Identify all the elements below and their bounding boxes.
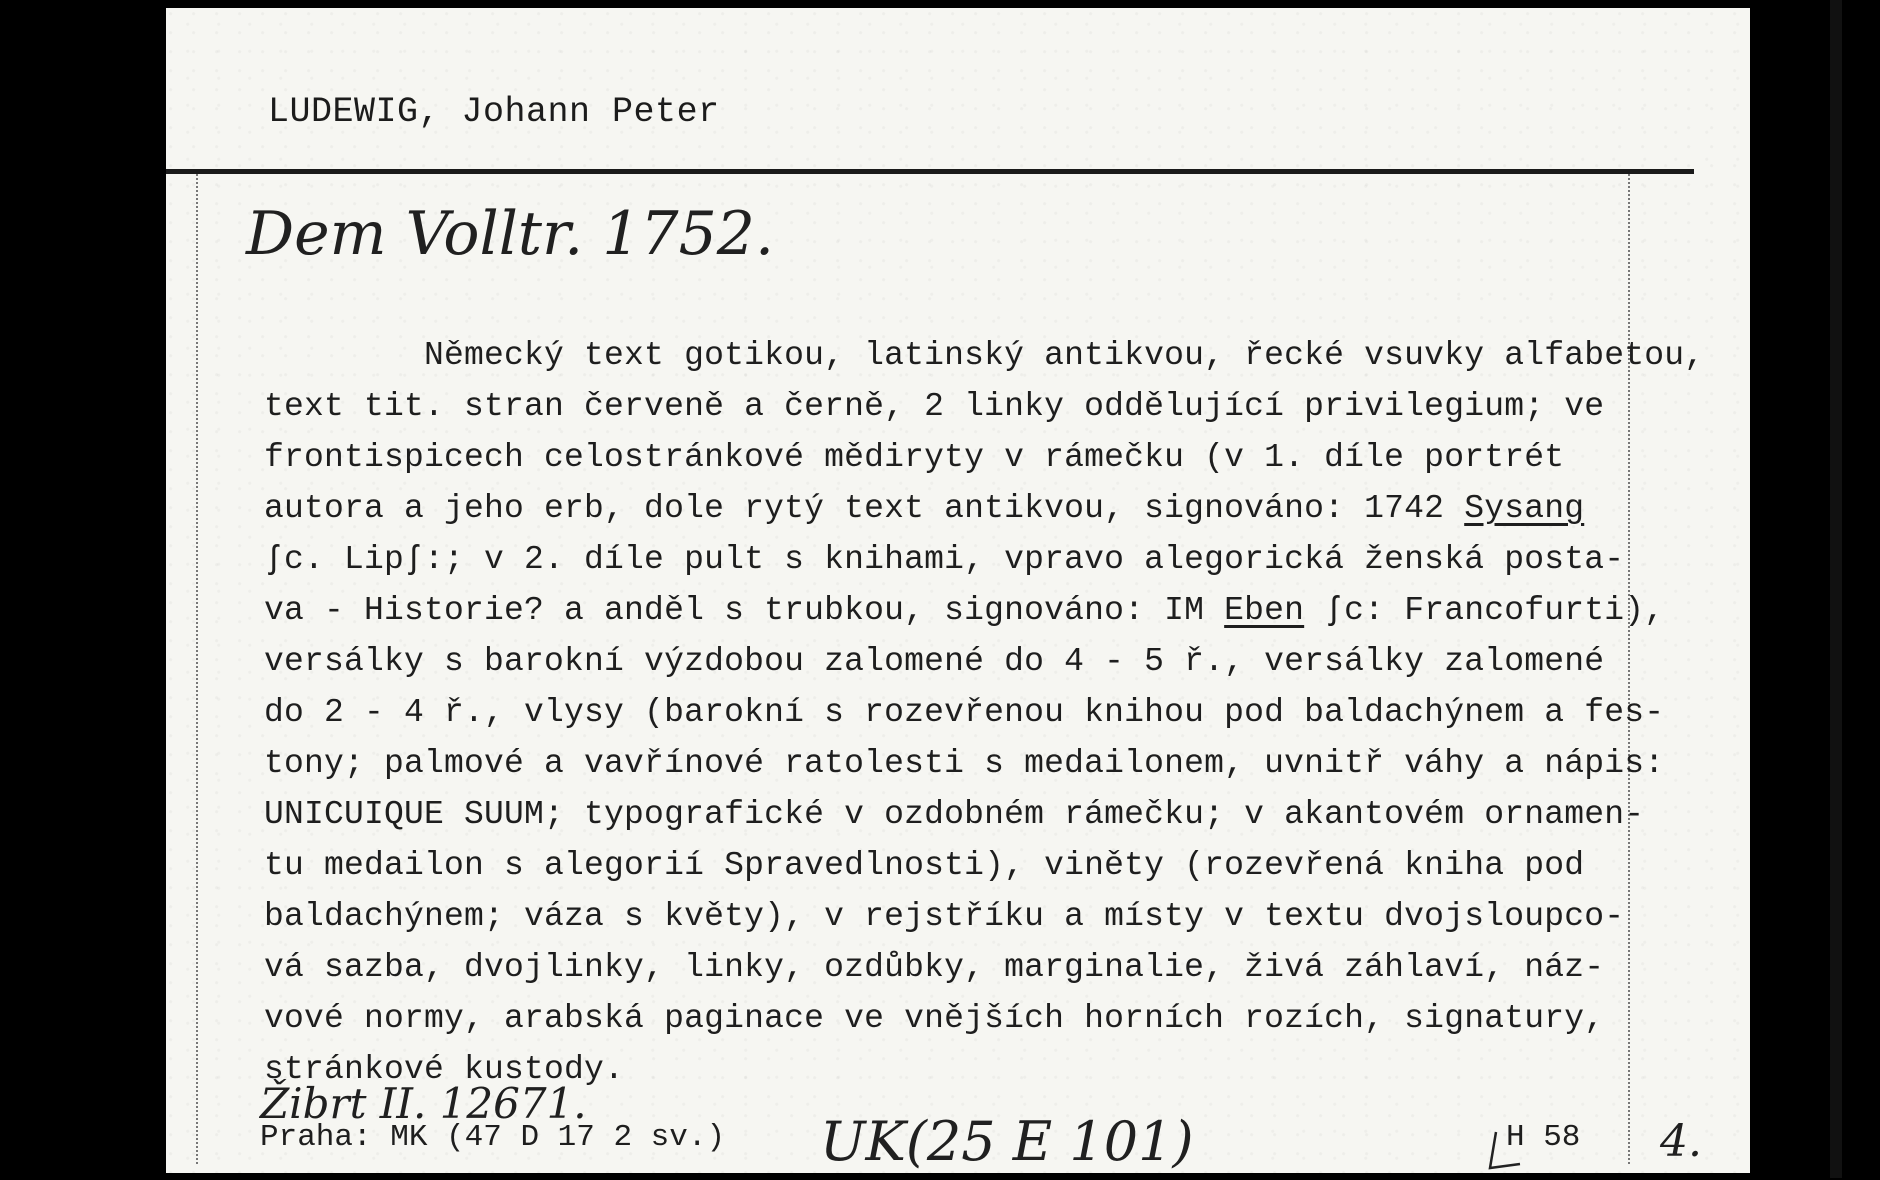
description-line-6 [264,585,1684,636]
catalog-card [166,8,1750,1173]
description-line-10: UNICUIQUE SUUM; typografické v ozdobném rámečku; v akantovém ornamen- [264,796,1645,833]
description-line-2: text tit. stran červeně a černě, 2 linky oddělující privilegium; ve [264,388,1605,425]
handwritten-title-text: Dem Volltr. 1752. [246,199,775,269]
description-line-6-text: va - Historie? a anděl s trubkou, signováno: IM [264,592,1225,629]
description-line-1: Německý text gotikou, latinský antikvou, řecké vsuvky alfabetou, [264,337,1705,374]
description-line-3: frontispicech celostránkové mědiryty v rámečku (v 1. díle portrét [264,439,1565,476]
description-line-6-tail: ʃc: Francofurti), [1304,592,1665,629]
description-text [264,330,1705,1095]
handwritten-uk-shelfmark [816,1100,1286,1180]
handwritten-count-text: 4. [1660,1116,1702,1167]
author-heading: LUDEWIG, Johann Peter [268,92,720,132]
scan-edge-bar [1830,0,1842,1178]
description-line-7: versálky s barokní výzdobou zalomené do 4 - 5 ř., versálky zalomené [264,643,1605,680]
handwritten-reference-text: Žibrt II. 12671. [260,1079,587,1128]
left-margin-rule [196,174,198,1164]
handwritten-uk-text: UK(25 E 101) [820,1110,1194,1173]
description-line-13: vá sazba, dvojlinky, linky, ozdůbky, marginalie, živá záhlaví, náz- [264,949,1605,986]
description-line-8: do 2 - 4 ř., vlysy (barokní s rozevřenou knihou pod baldachýnem a fes- [264,694,1665,731]
description-line-11: tu medailon s alegorií Spravedlnosti), viněty (rozevřená kniha pod [264,847,1585,884]
description-line-5: ʃc. Lipʃ:; v 2. díle pult s knihami, vpravo alegorická ženská posta- [264,541,1625,578]
engraver-name-2: Eben [1224,592,1305,629]
description-line-14: vové normy, arabská paginace ve vnějších horních rozích, signatury, [264,1000,1605,1037]
engraver-name: Sysang [1464,490,1585,527]
location-shelfmark: Praha: MK (47 D 17 2 sv.) [260,1120,726,1155]
handwritten-count [1656,1106,1716,1172]
card-code: H 58 [1506,1120,1581,1155]
description-line-4-text: autora a jeho erb, dole rytý text antikvou, signováno: 1742 [264,490,1465,527]
description-line-12: baldachýnem; váza s květy), v rejstříku a místy v textu dvojsloupco- [264,898,1625,935]
description-line-4 [264,483,1684,534]
description-line-9: tony; palmové a vavřínové ratolesti s medailonem, uvnitř váhy a nápis: [264,745,1665,782]
header-rule [166,169,1694,174]
description-line-15: stránkové kustody. [264,1051,625,1088]
handwritten-title [242,184,882,294]
